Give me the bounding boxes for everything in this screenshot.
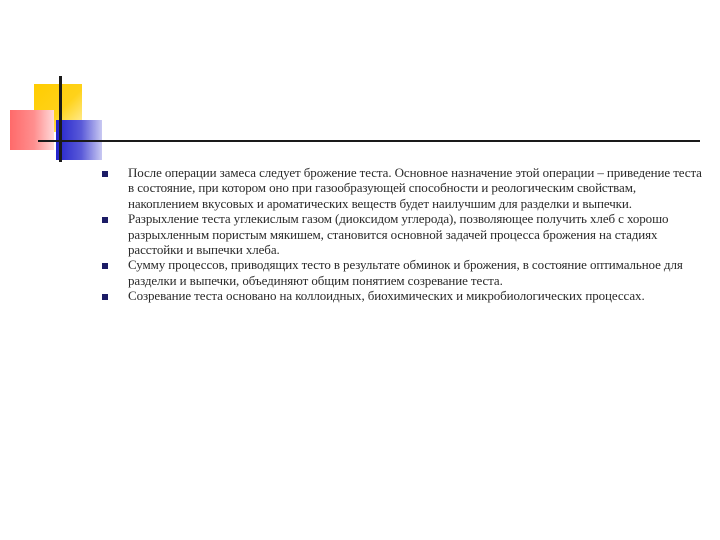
bullet-list xyxy=(96,165,702,304)
bullet-item xyxy=(96,288,702,303)
square-bullet-icon xyxy=(102,294,108,300)
bullet-item xyxy=(96,257,702,288)
square-bullet-icon xyxy=(102,217,108,223)
decor-red-square xyxy=(10,110,54,150)
bullet-item xyxy=(96,211,702,257)
bullet-text: Сумму процессов, приводящих тесто в результате обминок и брожения, в состояние оптимальное для разделки и выпечки, объединяют общим понятием созревание теста. xyxy=(128,257,683,288)
bullet-text: Разрыхление теста углекислым газом (диоксидом углерода), позволяющее получить хлеб с хорошо разрыхленным пористым мякишем, становится основной задачей процесса брожения на стадиях расстойки и выпечки хлеба. xyxy=(128,211,669,258)
square-bullet-icon xyxy=(102,263,108,269)
square-bullet-icon xyxy=(102,171,108,177)
title-divider-line xyxy=(38,140,700,142)
bullet-text: После операции замеса следует брожение теста. Основное назначение этой операции – приведение теста в состояние, при котором оно при газообразующей способности и реологическим свойствам, накоплением вкусовых и ароматических веществ будет наилучшим для разделки и выпечки. xyxy=(128,165,702,211)
decor-vertical-line xyxy=(59,76,62,162)
bullet-item xyxy=(96,165,702,211)
bullet-text: Созревание теста основано на коллоидных, биохимических и микробиологических процессах. xyxy=(128,288,645,304)
